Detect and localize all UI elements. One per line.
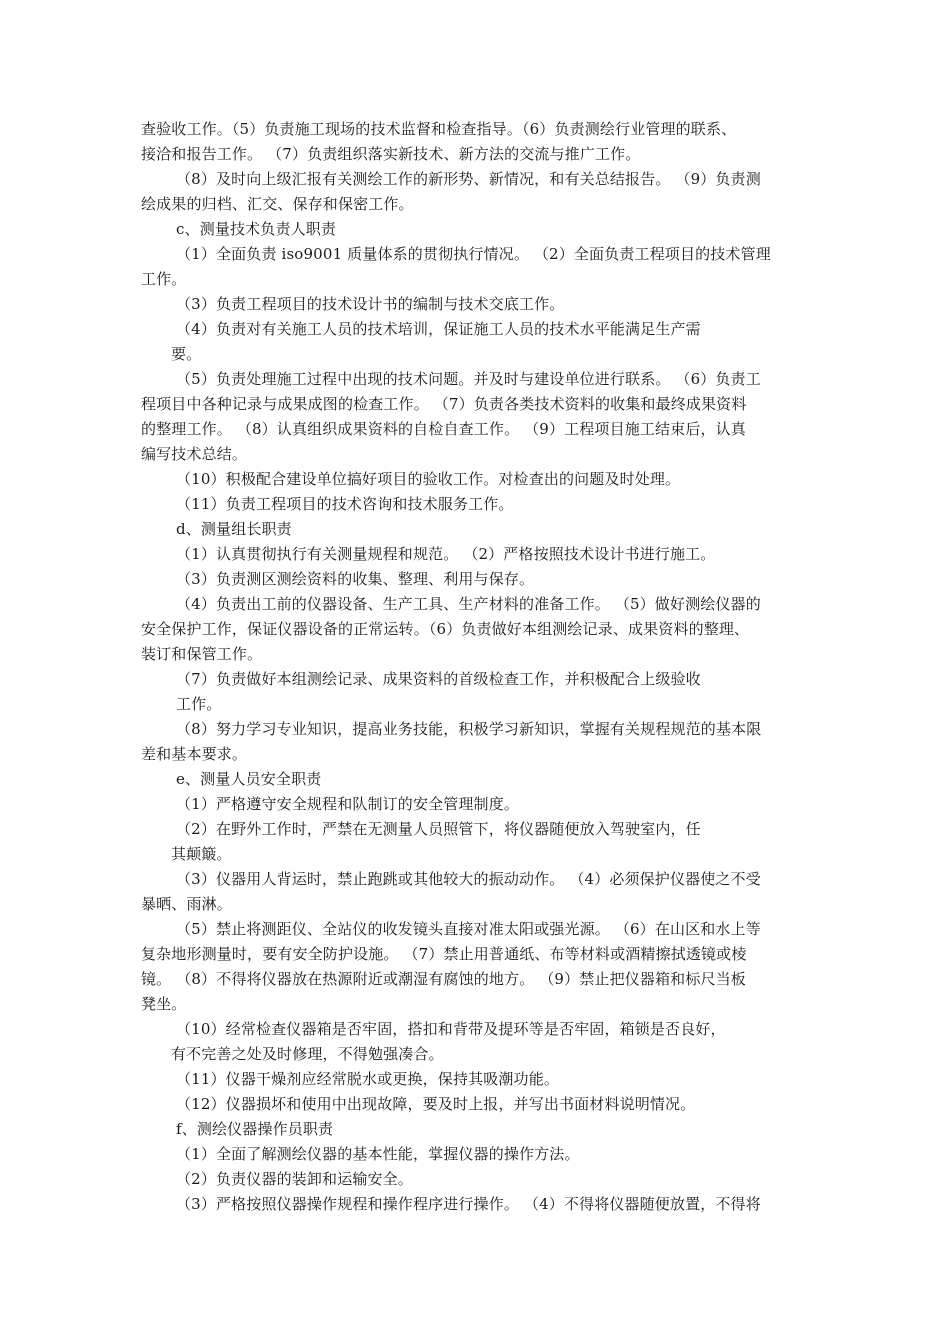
text-line: （1）全面负责 iso9001 质量体系的贯彻执行情况。 （2）全面负责工程项目的技术管理	[176, 245, 771, 263]
text-line: （5）禁止将测距仪、全站仪的收发镜头直接对准太阳或强光源。 （6）在山区和水上等	[176, 920, 761, 938]
text-line: （11）负责工程项目的技术咨询和技术服务工作。	[176, 495, 514, 513]
text-line: （10）积极配合建设单位搞好项目的验收工作。对检查出的问题及时处理。	[176, 470, 681, 488]
text-line: 工作。	[176, 695, 222, 713]
text-line: （1）严格遵守安全规程和队制订的安全管理制度。	[176, 795, 519, 813]
section-heading: f、测绘仪器操作员职责	[176, 1120, 334, 1138]
text-line: （4）负责出工前的仪器设备、生产工具、生产材料的准备工作。 （5）做好测绘仪器的	[176, 595, 761, 613]
text-line: 差和基本要求。	[141, 745, 248, 763]
text-line: 凳坐。	[141, 995, 187, 1013]
text-line: （1）全面了解测绘仪器的基本性能，掌握仪器的操作方法。	[176, 1145, 580, 1163]
text-line: （3）负责测区测绘资料的收集、整理、利用与保存。	[176, 570, 535, 588]
text-line: 的整理工作。 （8）认真组织成果资料的自检自查工作。 （9）工程项目施工结束后，认真	[141, 420, 746, 438]
section-heading: d、测量组长职责	[176, 520, 292, 538]
text-line: （2）负责仪器的装卸和运输安全。	[176, 1170, 413, 1188]
text-line: （11）仪器干燥剂应经常脱水或更换，保持其吸潮功能。	[176, 1070, 559, 1088]
section-heading: e、测量人员安全职责	[176, 770, 322, 788]
text-line: 安全保护工作，保证仪器设备的正常运转。（6）负责做好本组测绘记录、成果资料的整理、	[141, 620, 750, 638]
text-line: （8）努力学习专业知识，提高业务技能，积极学习新知识，掌握有关规程规范的基本限	[176, 720, 762, 738]
text-line: 装订和保管工作。	[141, 645, 263, 663]
text-line: （4）负责对有关施工人员的技术培训，保证施工人员的技术水平能满足生产需	[176, 320, 701, 338]
text-line: （3）严格按照仪器操作规程和操作程序进行操作。 （4）不得将仪器随便放置，不得将	[176, 1195, 761, 1213]
text-line: （8）及时向上级汇报有关测绘工作的新形势、新情况，和有关总结报告。 （9）负责测	[176, 170, 761, 188]
text-line: （5）负责处理施工过程中出现的技术问题。并及时与建设单位进行联系。 （6）负责工	[176, 370, 761, 388]
text-line: （3）负责工程项目的技术设计书的编制与技术交底工作。	[176, 295, 565, 313]
text-line: 查验收工作。（5）负责施工现场的技术监督和检查指导。（6）负责测绘行业管理的联系、	[141, 120, 737, 138]
text-line: 绘成果的归档、汇交、保存和保密工作。	[141, 195, 414, 213]
text-line: （10）经常检查仪器箱是否牢固，搭扣和背带及提环等是否牢固，箱锁是否良好，	[176, 1020, 726, 1038]
text-line: （1）认真贯彻执行有关测量规程和规范。 （2）严格按照技术设计书进行施工。	[176, 545, 716, 563]
text-line: （3）仪器用人背运时，禁止跑跳或其他较大的振动动作。 （4）必须保护仪器使之不受	[176, 870, 761, 888]
text-line: 编写技术总结。	[141, 445, 248, 463]
text-line: 其颠簸。	[171, 845, 232, 863]
text-line: 工作。	[141, 270, 187, 288]
text-line: 暴晒、雨淋。	[141, 895, 232, 913]
text-line: 有不完善之处及时修理，不得勉强凑合。	[171, 1045, 444, 1063]
text-line: （2）在野外工作时，严禁在无测量人员照管下，将仪器随便放入驾驶室内，任	[176, 820, 701, 838]
text-line: 镜。 （8）不得将仪器放在热源附近或潮湿有腐蚀的地方。 （9）禁止把仪器箱和标尺当板	[141, 970, 746, 988]
text-line: （12）仪器损坏和使用中出现故障，要及时上报，并写出书面材料说明情况。	[176, 1095, 696, 1113]
text-line: 接洽和报告工作。 （7）负责组织落实新技术、新方法的交流与推广工作。	[141, 145, 641, 163]
text-line: 复杂地形测量时，要有安全防护设施。 （7）禁止用普通纸、布等材料或酒精擦拭透镜或棱	[141, 945, 747, 963]
text-line: （7）负责做好本组测绘记录、成果资料的首级检查工作，并积极配合上级验收	[176, 670, 701, 688]
text-line: 程项目中各种记录与成果成图的检查工作。 （7）负责各类技术资料的收集和最终成果资料	[141, 395, 747, 413]
section-heading: c、测量技术负责人职责	[176, 220, 337, 238]
text-line: 要。	[171, 345, 202, 363]
